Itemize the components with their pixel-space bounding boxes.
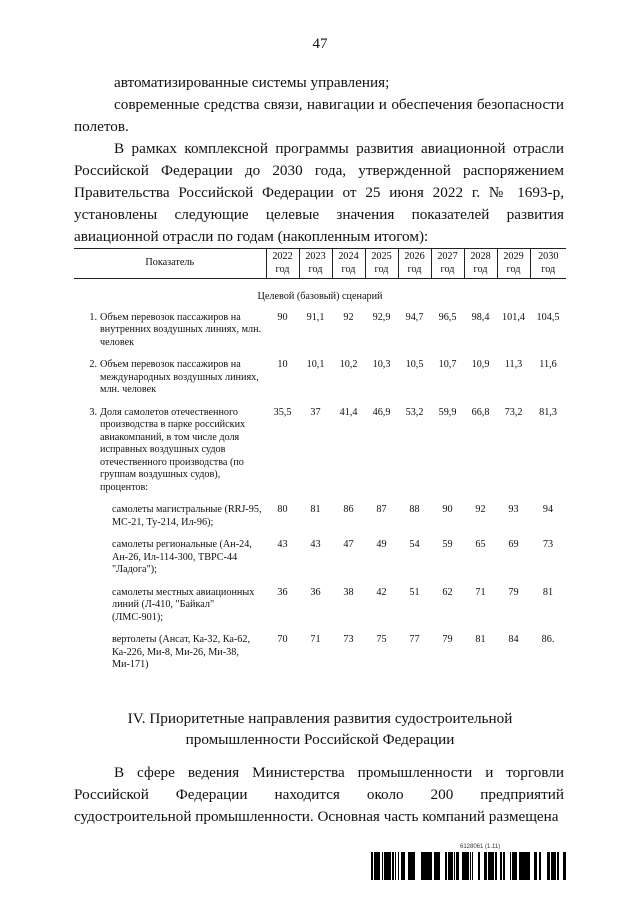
cell-value: 88 xyxy=(409,504,420,515)
barcode-bar xyxy=(551,852,553,880)
year-header: 2025 год xyxy=(365,249,398,279)
section-heading-line-1: IV. Приоритетные направления развития судостроительной xyxy=(127,710,513,727)
barcode-bar xyxy=(500,852,501,880)
barcode-bar xyxy=(558,852,559,880)
cell-value: 94 xyxy=(542,504,554,515)
barcode-bar xyxy=(436,852,439,880)
barcode-bar xyxy=(413,852,415,880)
cell-value: 73 xyxy=(343,634,354,645)
barcode-bar xyxy=(458,852,459,880)
barcode-bar xyxy=(393,852,394,880)
document-code: 6128061 (1.11) xyxy=(460,844,501,850)
row-number: 2. xyxy=(89,359,97,370)
barcode-bar xyxy=(564,852,566,880)
cell-value: 37 xyxy=(310,406,321,418)
barcode-bar xyxy=(536,852,537,880)
year-header: 2023 год xyxy=(299,249,332,279)
barcode-bar xyxy=(395,852,396,880)
cell-value: 93 xyxy=(508,504,519,515)
year-header: 2028 год xyxy=(464,249,497,279)
cell-value: 43 xyxy=(277,539,288,550)
outro-paragraph: В сфере ведения Министерства промышленности и торговли Российской Федерации находится около 200 предприятий судостроительной промышленности. Основная часть компаний размещена xyxy=(74,764,564,825)
barcode-bar xyxy=(515,852,516,880)
cell-value: 92 xyxy=(475,504,486,515)
cell-value: 92,9 xyxy=(372,311,391,323)
cell-value: 92 xyxy=(343,311,354,323)
cell-value: 10,9 xyxy=(471,359,490,370)
year-header: 2026 год xyxy=(398,249,431,279)
barcode-bar xyxy=(495,852,497,880)
barcode-bar xyxy=(501,852,502,880)
intro-paragraph: В рамках комплексной программы развития авиационной отрасли Российской Федерации до 2030 года, утвержденной распоряжением Правительства Российской Федерации от 25 июня 2022 г. № 1693-р, установлены следующие целевые значения показателей развития авиационной отрасли по годам (накопленным итогом): xyxy=(74,140,564,245)
year-header: 2024 год xyxy=(332,249,365,279)
cell-value: 87 xyxy=(376,504,387,515)
cell-value: 86 xyxy=(343,504,354,515)
barcode-bar xyxy=(382,852,383,880)
cell-value: 79 xyxy=(508,586,519,598)
barcode-bar xyxy=(488,852,491,880)
cell-value: 96,5 xyxy=(438,311,457,323)
barcode-bar xyxy=(534,852,536,880)
barcode-image xyxy=(370,852,566,880)
indicators-table xyxy=(74,248,566,682)
table-subrow xyxy=(74,504,566,539)
barcode-bar xyxy=(434,852,436,880)
cell-value: 101,4 xyxy=(502,311,525,323)
barcode-bar xyxy=(412,852,413,880)
cell-value: 51 xyxy=(409,586,420,598)
outro-text xyxy=(74,762,564,828)
cell-value: 42 xyxy=(376,586,387,598)
cell-value: 35,5 xyxy=(273,406,292,418)
year-header: 2029 год xyxy=(497,249,530,279)
barcode-bar xyxy=(466,852,468,880)
cell-value: 81,3 xyxy=(539,406,557,418)
cell-value: 75 xyxy=(376,634,387,645)
barcode-bar xyxy=(384,852,386,880)
barcode-bar xyxy=(450,852,451,880)
barcode-bar xyxy=(456,852,457,880)
cell-value: 69 xyxy=(508,539,519,550)
barcode-bar xyxy=(523,852,526,880)
cell-value: 62 xyxy=(442,586,453,598)
subrow-label: самолеты региональные (Ан-24, Ан-26, Ил-114-300, ТВРС-44 "Ладога"); xyxy=(112,539,252,575)
barcode-bar xyxy=(423,852,424,880)
barcode-bar xyxy=(539,852,540,880)
barcode-bar xyxy=(553,852,556,880)
cell-value: 66,8 xyxy=(471,406,490,418)
section-heading xyxy=(74,708,566,750)
indicator-header: Показатель xyxy=(145,257,195,269)
barcode-bar xyxy=(470,852,471,880)
cell-value: 41,4 xyxy=(339,406,358,418)
row-number: 1. xyxy=(89,311,97,323)
intro-line-2: современные средства связи, навигации и обеспечения безопасности полетов. xyxy=(74,96,564,135)
cell-value: 10,5 xyxy=(405,359,424,370)
scenario-label: Целевой (базовый) сценарий xyxy=(257,291,383,302)
section-heading-line-2: промышленности Российской Федерации xyxy=(185,731,455,748)
barcode-bar xyxy=(526,852,527,880)
cell-value: 81 xyxy=(475,634,486,645)
barcode-bar xyxy=(425,852,428,880)
cell-value: 59 xyxy=(442,539,453,550)
table-row xyxy=(74,359,566,407)
barcode-bar xyxy=(401,852,403,880)
cell-value: 54 xyxy=(409,539,420,550)
cell-value: 80 xyxy=(277,504,288,515)
barcode-bar xyxy=(403,852,404,880)
table-row xyxy=(74,312,566,360)
barcode-bar xyxy=(510,852,511,880)
barcode-bar xyxy=(504,852,505,880)
barcode-bar xyxy=(410,852,412,880)
cell-value: 38 xyxy=(343,586,354,598)
barcode-bar xyxy=(491,852,494,880)
cell-value: 98,4 xyxy=(471,311,490,323)
barcode-bar xyxy=(372,852,373,880)
barcode-bar xyxy=(428,852,430,880)
barcode-bar xyxy=(528,852,530,880)
cell-value: 91,1 xyxy=(306,311,325,323)
cell-value: 71 xyxy=(475,586,486,598)
page-number: 47 xyxy=(312,36,328,52)
cell-value: 53,2 xyxy=(405,406,424,418)
row-number: 3. xyxy=(89,406,97,418)
cell-value: 94,7 xyxy=(405,311,424,323)
barcode-bar xyxy=(439,852,440,880)
year-header: 2027 год xyxy=(431,249,464,279)
barcode-bar xyxy=(424,852,425,880)
cell-value: 49 xyxy=(376,539,387,550)
table-subrow xyxy=(74,539,566,587)
cell-value: 81 xyxy=(542,586,554,598)
cell-value: 46,9 xyxy=(372,406,391,418)
barcode-bar xyxy=(472,852,473,880)
table-row xyxy=(74,407,566,505)
cell-value: 11,3 xyxy=(504,359,523,370)
cell-value: 10,2 xyxy=(339,359,358,370)
cell-value: 77 xyxy=(409,634,420,645)
barcode-bar xyxy=(392,852,393,880)
barcode-bar xyxy=(522,852,523,880)
cell-value: 79 xyxy=(442,634,453,645)
barcode-bar xyxy=(462,852,465,880)
barcode-bar xyxy=(457,852,458,880)
barcode-bar xyxy=(465,852,466,880)
cell-value: 73 xyxy=(542,539,554,550)
barcode-bar xyxy=(379,852,380,880)
cell-value: 73,2 xyxy=(504,406,523,418)
barcode-bar xyxy=(547,852,550,880)
barcode-bar xyxy=(398,852,399,880)
year-header: 2030 год xyxy=(530,249,566,279)
barcode-bar xyxy=(484,852,487,880)
barcode-bar xyxy=(388,852,391,880)
cell-value: 10 xyxy=(277,359,288,370)
barcode-bar xyxy=(452,852,453,880)
row-label: Доля самолетов отечественного производства в парке российских авиакомпаний, в том числе доля исправных воздушных судов отечественного производства (по группам воздушных судов), процентов: xyxy=(100,406,246,493)
barcode-bar xyxy=(516,852,517,880)
cell-value: 10,1 xyxy=(306,359,325,370)
barcode-bar xyxy=(408,852,409,880)
cell-value: 11,6 xyxy=(539,359,557,370)
subrow-label: самолеты местных авиационных линий (Л-410, "Байкал" (ЛМС-901); xyxy=(112,586,255,623)
cell-value: 43 xyxy=(310,539,321,550)
barcode-bar xyxy=(512,852,514,880)
barcode-bar xyxy=(446,852,447,880)
cell-value: 70 xyxy=(277,634,288,645)
barcode-bar xyxy=(404,852,405,880)
barcode-bar xyxy=(374,852,376,880)
scenario-row xyxy=(74,279,566,312)
cell-value: 59,9 xyxy=(438,406,457,418)
table-header-row xyxy=(74,249,566,279)
barcode-bar xyxy=(454,852,455,880)
barcode-bar xyxy=(448,852,450,880)
year-header: 2022 год xyxy=(266,249,299,279)
barcode-bar xyxy=(386,852,388,880)
barcode-bar xyxy=(519,852,521,880)
barcode-bar xyxy=(409,852,410,880)
intro-text xyxy=(74,72,564,248)
cell-value: 104,5 xyxy=(536,311,560,323)
cell-value: 71 xyxy=(310,634,321,645)
barcode-bar xyxy=(451,852,452,880)
table-subrow xyxy=(74,634,566,682)
row-label: Объем перевозок пассажиров на международных воздушных линиях, млн. человек xyxy=(100,359,259,395)
barcode-bar xyxy=(557,852,558,880)
barcode-bar xyxy=(468,852,469,880)
cell-value: 81 xyxy=(310,504,321,515)
cell-value: 90 xyxy=(277,311,288,323)
cell-value: 10,7 xyxy=(438,359,457,370)
barcode-bar xyxy=(540,852,541,880)
barcode-bar xyxy=(563,852,564,880)
barcode-bar xyxy=(527,852,528,880)
cell-value: 36 xyxy=(277,586,288,598)
barcode-bar xyxy=(371,852,372,880)
barcode-bar xyxy=(376,852,379,880)
intro-line-1: автоматизированные системы управления; xyxy=(114,74,390,91)
cell-value: 47 xyxy=(343,539,354,550)
cell-value: 90 xyxy=(442,504,453,515)
table-subrow xyxy=(74,587,566,635)
subrow-label: самолеты магистральные (RRJ-95, МС-21, Ту-214, Ил-96); xyxy=(112,504,262,528)
barcode-bar xyxy=(430,852,432,880)
row-label: Объем перевозок пассажиров на внутренних воздушных линиях, млн. человек xyxy=(100,311,262,348)
cell-value: 10,3 xyxy=(372,359,391,370)
barcode-bar xyxy=(521,852,522,880)
cell-value: 86. xyxy=(541,634,555,645)
barcode-bar xyxy=(514,852,515,880)
cell-value: 36 xyxy=(310,586,321,598)
barcode-bar xyxy=(503,852,504,880)
cell-value: 65 xyxy=(475,539,486,550)
barcode-bar xyxy=(445,852,446,880)
subrow-label: вертолеты (Ансат, Ка-32, Ка-62, Ка-226, Ми-8, Ми-26, Ми-38, Ми-171) xyxy=(112,634,251,670)
cell-value: 84 xyxy=(508,634,519,645)
barcode-bar xyxy=(421,852,423,880)
barcode-bar xyxy=(478,852,480,880)
